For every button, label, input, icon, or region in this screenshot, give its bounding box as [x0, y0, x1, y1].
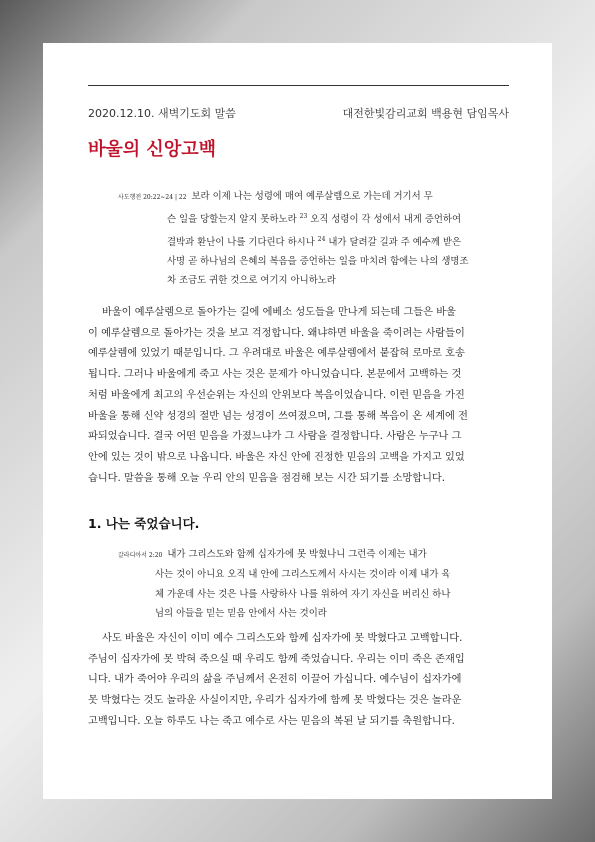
scripture-line: 님의 아들을 믿는 믿음 안에서 사는 것이라: [155, 607, 327, 619]
document-page: [43, 43, 552, 799]
section-paragraph: [88, 629, 509, 733]
intro-paragraph: [88, 303, 509, 489]
paragraph-line: 사도 바울은 자신이 이미 예수 그리스도와 함께 십자가에 못 박혔다고 고백합니다.: [102, 633, 463, 644]
verse-number: 23: [299, 213, 308, 221]
header-rule: [88, 85, 509, 86]
scripture-line: 사명 곧 하나님의 은혜의 복음을 증언하는 일을 마치려 함에는 나의 생명조: [167, 256, 469, 268]
paragraph-line: 고백입니다. 오늘 하루도 나는 죽고 예수로 사는 믿음의 복된 날 되기를 축원합니다.: [88, 715, 455, 727]
scripture-line: 차 조금도 귀한 것으로 여기지 아니하노라: [167, 275, 336, 287]
scripture-reference: 사도행전 20:22~24 | 22: [118, 194, 187, 201]
scripture-block: [118, 545, 450, 623]
paragraph-line: 됩니다. 그러나 바울에게 죽고 사는 것은 문제가 아니었습니다. 본문에서 고백하는 것: [88, 369, 462, 381]
paragraph-line: 안에 있는 것이 밖으로 나옵니다. 바울은 자신 안에 진정한 믿음의 고백을 가지고 있었: [88, 451, 465, 463]
paragraph-line: 니다. 내가 죽어야 우리의 삶을 주님께서 온전히 이끌어 가십니다. 예수님이 십자가에: [88, 674, 462, 686]
scripture-line: 슨 일을 당할는지 알지 못하노라 $^{23}$ 오직 성령이 각 성에서 내게 증언하여: [167, 213, 462, 226]
paragraph-line: 파되었습니다. 결국 어떤 믿음을 가졌느냐가 그 사람을 결정합니다. 사람은 누구나 그: [88, 431, 462, 443]
scripture-block: [118, 187, 469, 291]
paragraph-line: 바울을 통해 신약 성경의 절반 넘는 성경이 쓰여졌으며, 그를 통해 복음이 온 세계에 전: [88, 410, 468, 422]
section-heading: 1. 나는 죽었습니다.: [88, 516, 200, 531]
scripture-line: 사도행전 20:22~24 | 22 보라 이제 나는 성령에 매여 예루살렘으로 가는데 거기서 무: [118, 191, 433, 202]
scripture-line: 결박과 환난이 나를 기다린다 하시나 $^{24}$ 내가 달려갈 길과 주 예수께 받은: [167, 235, 462, 248]
sermon-title: 바울의 신앙고백: [88, 139, 216, 160]
scripture-reference: 갈라디아서 2:20: [118, 552, 163, 559]
scripture-line: 갈라디아서 2:20 내가 그리스도와 함께 십자가에 못 박혔나니 그런즉 이제는 내가: [118, 549, 427, 560]
paragraph-line: 처럼 바울에게 최고의 우선순위는 자신의 안위보다 복음이었습니다. 이런 믿음을 가진: [88, 389, 465, 401]
paragraph-line: 못 박혔다는 것도 놀라운 사실이지만, 우리가 십자가에 함께 못 박혔다는 것은 놀라운: [88, 695, 462, 707]
scripture-line: 체 가운데 사는 것은 나를 사랑하사 나를 위하여 자기 자신을 버리신 하나: [155, 588, 451, 600]
paragraph-line: 이 예루살렘으로 돌아가는 것을 보고 걱정합니다. 왜냐하면 바울을 죽이려는 사람들이: [88, 327, 465, 339]
sermon-date: 2020.12.10. 새벽기도회 말씀: [88, 107, 236, 120]
paragraph-line: 습니다. 말씀을 통해 오늘 우리 안의 믿음을 점검해 보는 시간 되기를 소망합니다.: [88, 472, 446, 484]
paragraph-line: 바울이 예루살렘으로 돌아가는 길에 에베소 성도들을 만나게 되는데 그들은 바울: [102, 307, 456, 318]
paragraph-line: 주님이 십자가에 못 박혀 죽으실 때 우리도 함께 죽었습니다. 우리는 이미 죽은 존재입: [88, 653, 465, 665]
church-pastor: 대전한빛감리교회 백용현 담임목사: [342, 107, 509, 120]
scripture-line: 사는 것이 아니요 오직 내 안에 그리스도께서 사시는 것이라 이제 내가 육: [155, 569, 451, 581]
paragraph-line: 예루살렘에 있었기 때문입니다. 그 우려대로 바울은 예루살렘에서 붙잡혀 로마로 호송: [88, 348, 465, 360]
verse-number: 24: [317, 235, 326, 243]
